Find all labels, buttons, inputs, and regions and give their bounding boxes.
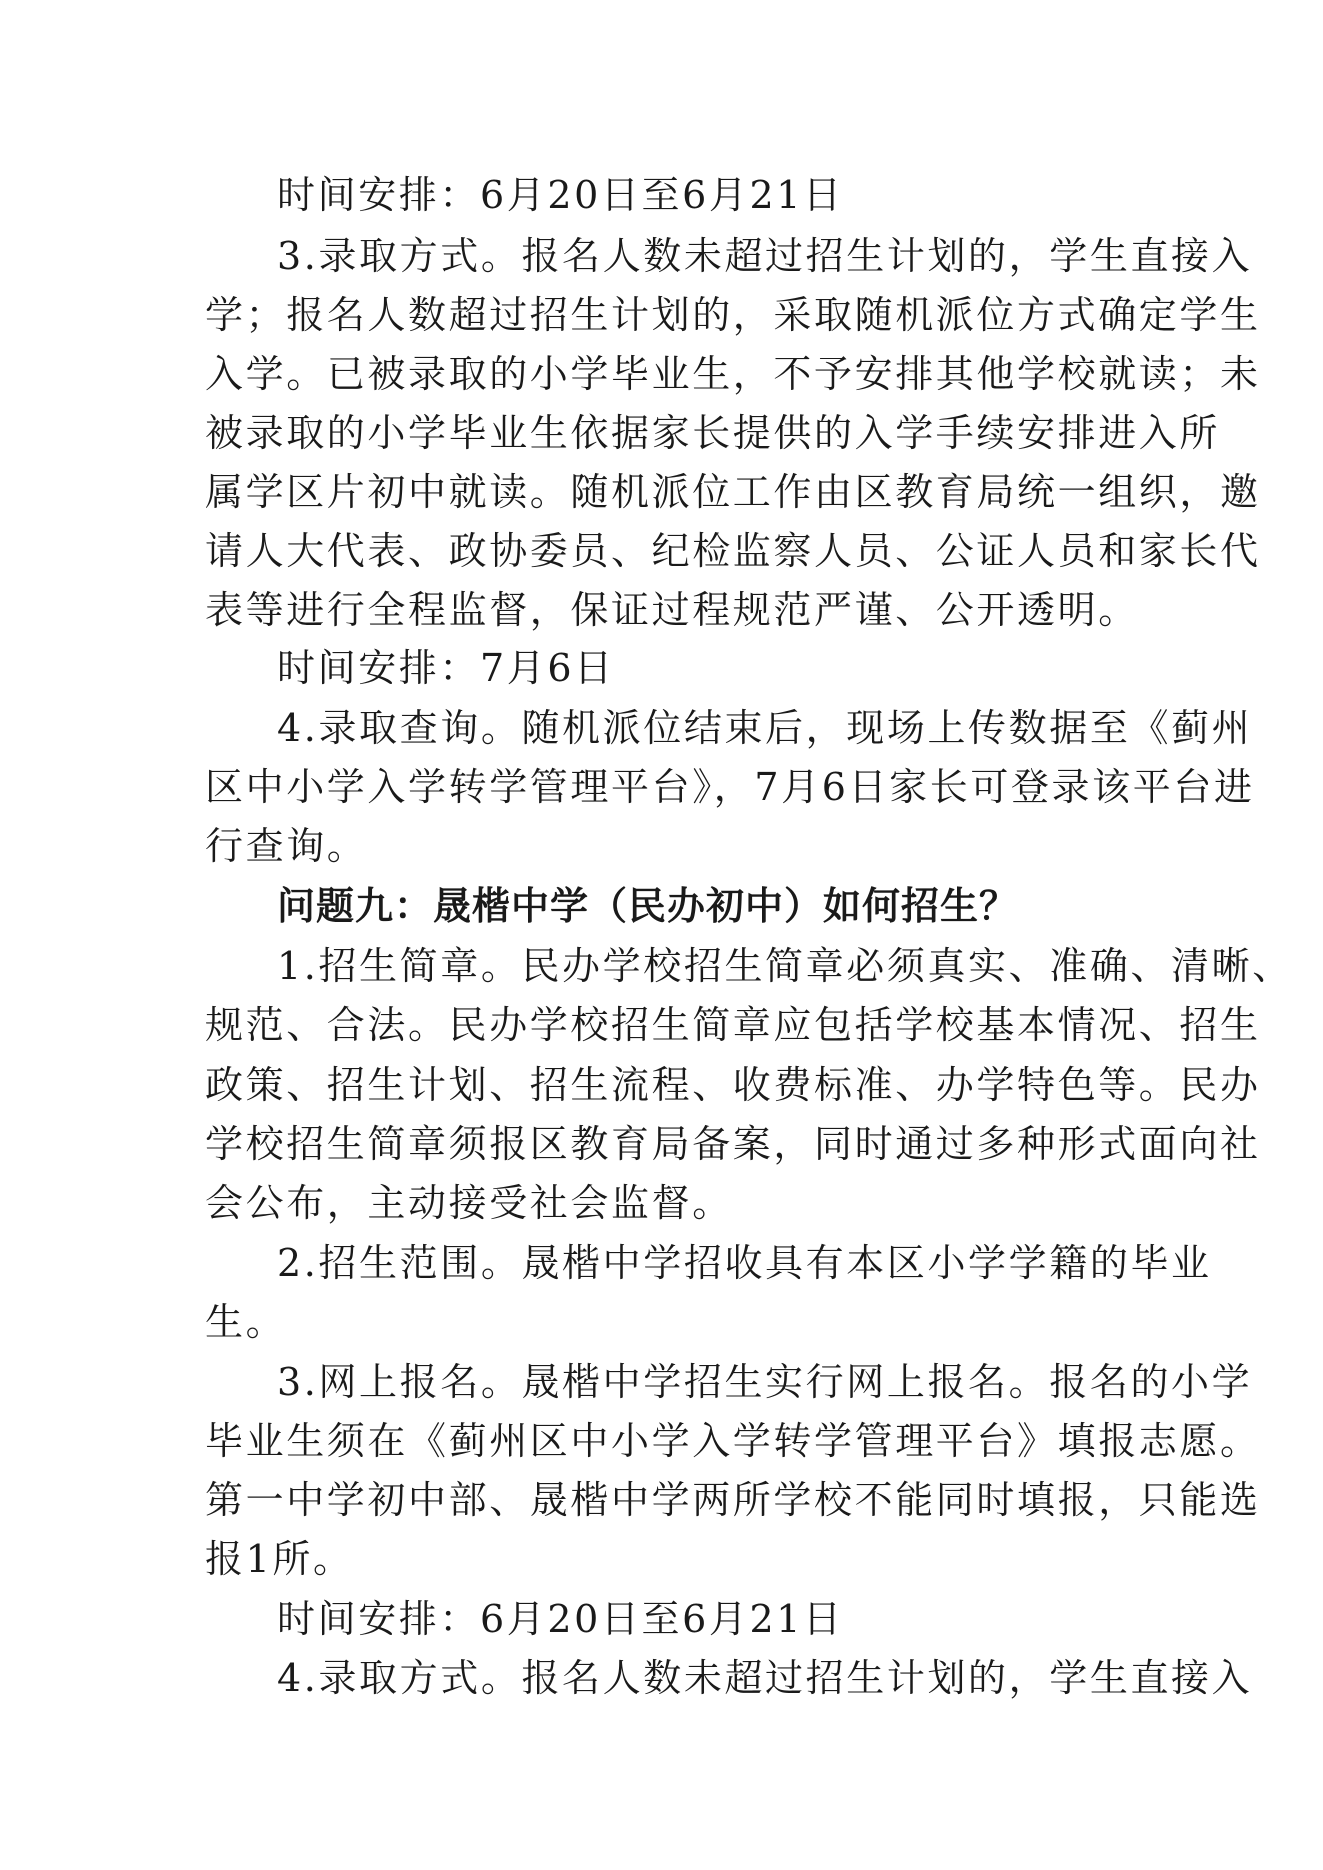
paragraph-line: 1.招生简章。民办学校招生简章必须真实、准确、清晰、	[277, 944, 1293, 988]
paragraph-line: 4.录取方式。报名人数未超过招生计划的，学生直接入	[277, 1656, 1253, 1700]
paragraph-line: 入学。已被录取的小学毕业生，不予安排其他学校就读；未	[205, 352, 1261, 396]
paragraph-line: 时间安排：6月20日至6月21日	[277, 173, 844, 217]
paragraph-line: 区中小学入学转学管理平台》，7月6日家长可登录该平台进	[205, 765, 1255, 809]
paragraph-line: 生。	[205, 1300, 287, 1344]
paragraph-line: 时间安排：7月6日	[277, 646, 615, 690]
paragraph-line: 行查询。	[205, 824, 368, 868]
paragraph-line: 第一中学初中部、晟楷中学两所学校不能同时填报，只能选	[205, 1478, 1261, 1522]
paragraph-line: 2.招生范围。晟楷中学招收具有本区小学学籍的毕业	[277, 1241, 1212, 1285]
paragraph-line: 请人大代表、政协委员、纪检监察人员、公证人员和家长代	[205, 529, 1261, 573]
paragraph-line: 时间安排：6月20日至6月21日	[277, 1597, 844, 1641]
paragraph-line: 被录取的小学毕业生依据家长提供的入学手续安排进入所	[205, 411, 1221, 455]
paragraph-line: 3.网上报名。晟楷中学招生实行网上报名。报名的小学	[277, 1360, 1253, 1404]
paragraph-line: 会公布，主动接受社会监督。	[205, 1181, 733, 1225]
paragraph-line: 3.录取方式。报名人数未超过招生计划的，学生直接入	[277, 234, 1253, 278]
paragraph-line: 报1所。	[205, 1537, 354, 1581]
section-heading: 问题九：晟楷中学（民办初中）如何招生？	[277, 884, 1019, 928]
paragraph-line: 4.录取查询。随机派位结束后，现场上传数据至《蓟州	[277, 706, 1253, 750]
paragraph-line: 学；报名人数超过招生计划的，采取随机派位方式确定学生	[205, 293, 1261, 337]
paragraph-line: 表等进行全程监督，保证过程规范严谨、公开透明。	[205, 588, 1139, 632]
paragraph-line: 规范、合法。民办学校招生简章应包括学校基本情况、招生	[205, 1003, 1261, 1047]
paragraph-line: 属学区片初中就读。随机派位工作由区教育局统一组织，邀	[205, 470, 1261, 514]
paragraph-line: 毕业生须在《蓟州区中小学入学转学管理平台》填报志愿。	[205, 1419, 1261, 1463]
paragraph-line: 政策、招生计划、招生流程、收费标准、办学特色等。民办	[205, 1063, 1261, 1107]
paragraph-line: 学校招生简章须报区教育局备案，同时通过多种形式面向社	[205, 1122, 1261, 1166]
